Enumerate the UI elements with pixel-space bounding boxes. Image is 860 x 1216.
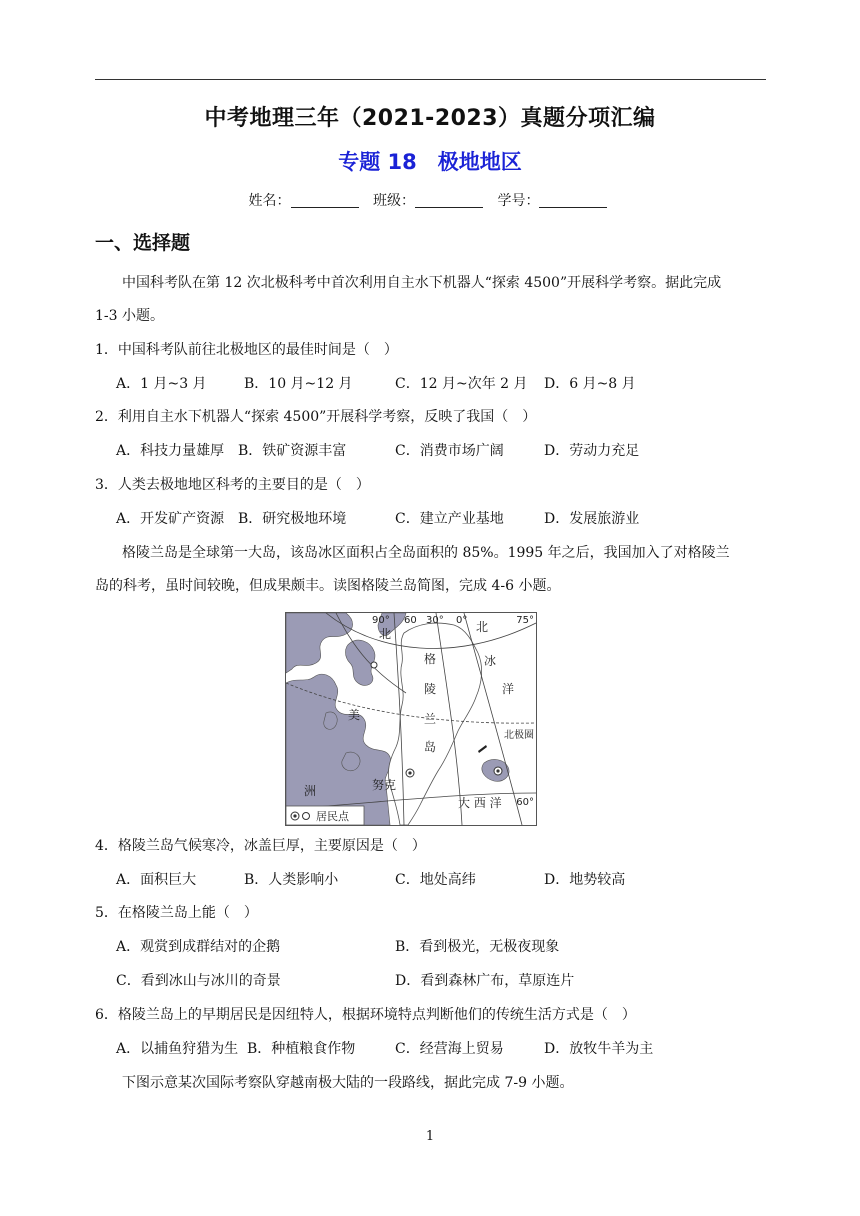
q2-option-b[interactable]: B．铁矿资源丰富 [238,443,347,459]
map-label-greenland-2: 陵 [424,682,437,696]
settlement-nuuk-dot [408,771,411,774]
q1-option-b[interactable]: B．10 月~12 月 [244,376,353,392]
page-number: 1 [425,1129,435,1144]
section-heading: 一、选择题 [95,232,191,254]
map-label-lat-60: 60° [516,797,534,808]
q2-option-c[interactable]: C．消费市场广阔 [395,443,504,459]
q3-option-a[interactable]: A．开发矿产资源 [116,511,225,527]
q1-option-d[interactable]: D．6 月~8 月 [544,376,636,392]
q6-option-c[interactable]: C．经营海上贸易 [395,1041,504,1057]
settlement-north [371,662,377,668]
intro-2-line-1: 格陵兰岛是全球第一大岛，该岛冰区面积占全岛面积的 85%。1995 年之后，我国加入了对格陵兰 [122,545,730,561]
map-label-north: 北 [379,627,392,641]
route-mark [478,745,487,753]
intro-1-line-2: 1-3 小题。 [95,308,164,324]
q3-option-b[interactable]: B．研究极地环境 [238,511,347,527]
map-label-lon-60: 60 [404,615,417,626]
intro-3: 下图示意某次国际考察队穿越南极大陆的一段路线，据此完成 7-9 小题。 [122,1075,574,1091]
header-rule [95,79,766,80]
name-label: 姓名： [248,193,291,209]
id-label: 学号： [497,193,540,209]
question-2-stem: 2．利用自主水下机器人“探索 4500”开展科学考察，反映了我国（ ） [95,409,537,425]
q5-option-a[interactable]: A．观赏到成群结对的企鹅 [116,939,281,955]
question-1-stem: 1．中国科考队前往北极地区的最佳时间是（ ） [95,342,398,358]
map-label-nuuk: 努克 [372,778,397,792]
settlement-iceland-dot [496,769,499,772]
student-info-row [0,190,860,210]
q6-option-b[interactable]: B．种植粮食作物 [247,1041,356,1057]
q2-option-a[interactable]: A．科技力量雄厚 [116,443,225,459]
map-label-america-2: 洲 [304,784,317,798]
q4-option-b[interactable]: B．人类影响小 [244,872,339,888]
map-label-arctic-3: 洋 [502,682,515,696]
id-blank[interactable] [539,193,607,208]
map-label-greenland-3: 兰 [424,712,437,726]
q3-option-c[interactable]: C．建立产业基地 [395,511,504,527]
q2-option-d[interactable]: D．劳动力充足 [544,443,640,459]
question-5-stem: 5．在格陵兰岛上能（ ） [95,905,258,921]
question-4-stem: 4．格陵兰岛气候寒冷，冰盖巨厚，主要原因是（ ） [95,838,426,854]
legend-label: 居民点 [316,810,349,823]
q6-option-d[interactable]: D．放牧牛羊为主 [544,1041,654,1057]
greenland-map-svg [286,613,536,825]
q4-option-d[interactable]: D．地势较高 [544,872,626,888]
class-label: 班级： [373,193,415,209]
q4-option-c[interactable]: C．地处高纬 [395,872,476,888]
map-label-lon-30: 30° [426,615,444,626]
greenland-map [285,612,537,826]
intro-1-line-1: 中国科考队在第 12 次北极科考中首次利用自主水下机器人“探索 4500”开展科学考察。据此完成 [122,275,722,291]
q3-option-d[interactable]: D．发展旅游业 [544,511,640,527]
intro-2-line-2: 岛的科考，虽时间较晚，但成果颇丰。读图格陵兰岛简图，完成 4-6 小题。 [95,578,561,594]
map-label-arctic-2: 冰 [484,654,497,668]
q5-option-d[interactable]: D．看到森林广布，草原连片 [395,973,575,989]
map-label-america-1: 美 [348,708,361,722]
map-label-arctic-circle: 北极圈 [504,730,534,741]
map-label-atlantic: 大 西 洋 [458,796,502,810]
map-label-lat-75: 75° [516,615,534,626]
map-label-lon-90: 90° [372,615,390,626]
q6-option-a[interactable]: A．以捕鱼狩猎为生 [116,1041,239,1057]
q5-option-b[interactable]: B．看到极光，无极夜现象 [395,939,560,955]
q1-option-c[interactable]: C．12 月~次年 2 月 [395,376,528,392]
page-title: 中考地理三年（2021-2023）真题分项汇编 [204,106,656,131]
map-label-arctic-1: 北 [476,620,489,634]
map-label-greenland-1: 格 [424,652,437,666]
q1-option-a[interactable]: A．1 月~3 月 [116,376,207,392]
map-legend [286,806,364,825]
name-blank[interactable] [291,193,359,208]
q5-option-c[interactable]: C．看到冰山与冰川的奇景 [116,973,281,989]
question-6-stem: 6．格陵兰岛上的早期居民是因纽特人，根据环境特点判断他们的传统生活方式是（ ） [95,1007,636,1023]
class-blank[interactable] [415,193,483,208]
q4-option-a[interactable]: A．面积巨大 [116,872,197,888]
question-3-stem: 3．人类去极地地区科考的主要目的是（ ） [95,477,370,493]
topic-subtitle: 专题 18 极地地区 [338,150,522,174]
map-label-lon-0: 0° [456,615,468,626]
map-label-greenland-4: 岛 [424,740,437,754]
